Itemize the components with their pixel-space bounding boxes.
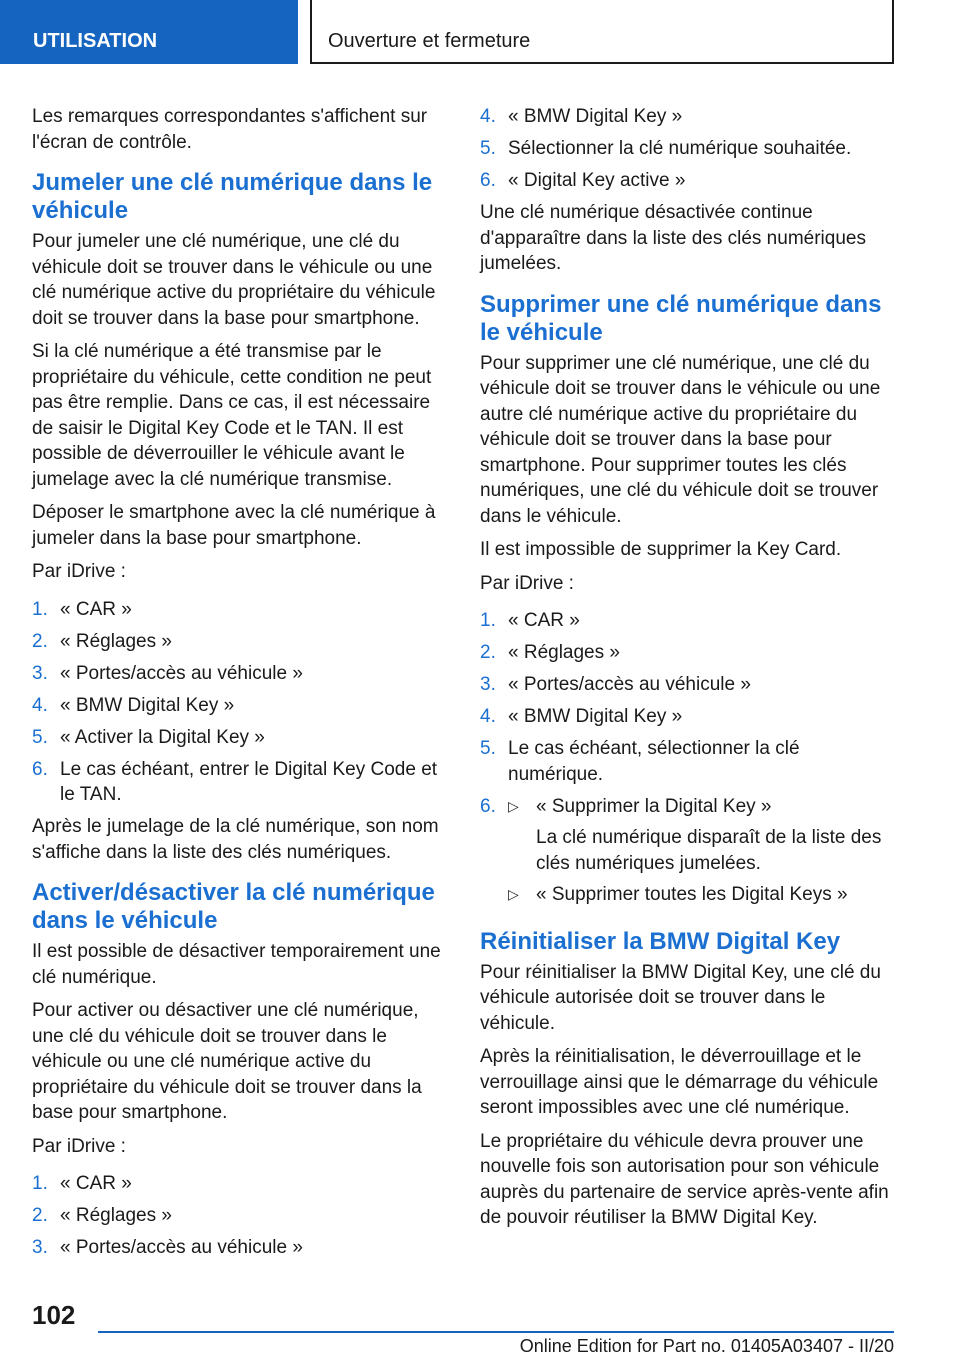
step-text: « BMW Digital Key » <box>60 694 235 716</box>
paragraph: Pour activer ou désactiver une clé numérique, une clé du véhicule doit se trouver dans le véhicule ou une clé numérique active du propriétaire du véhicule doit se trouver dans la base pour smartphone. <box>32 1000 422 1123</box>
step-text: « Portes/accès au véhicule » <box>60 662 303 684</box>
paragraph: Si la clé numérique a été transmise par le propriétaire du véhicule, cette condition ne peut pas être remplie. Dans ce cas, il est nécessaire de saisir le Digital Key Code et le TAN. Il est possible de déverrouiller le véhicule avant le jumelage avec la clé numérique transmise. <box>32 341 432 490</box>
list-item <box>32 597 446 623</box>
section-tab <box>0 0 298 64</box>
paragraph: Pour jumeler une clé numérique, une clé du véhicule doit se trouver dans le véhicule ou une clé numérique active du propriétaire du véhicule doit se trouver dans la base pour smartphone. <box>32 231 436 329</box>
list-item <box>480 736 894 787</box>
step-list <box>32 597 446 808</box>
step-number: 3. <box>32 662 48 684</box>
list-item <box>480 640 894 666</box>
paragraph: Déposer le smartphone avec la clé numérique à jumeler dans la base pour smartphone. <box>32 502 436 549</box>
step-text: Sélectionner la clé numérique souhaitée. <box>508 138 852 159</box>
step-text: « CAR » <box>60 1173 132 1194</box>
chapter-title: Ouverture et fermeture <box>328 30 531 52</box>
step-text: « CAR » <box>60 598 132 620</box>
paragraph: Après le jumelage de la clé numérique, son nom s'affiche dans la liste des clés numériques. <box>32 816 439 863</box>
step-number: 3. <box>32 1237 48 1258</box>
paragraph: Il est impossible de supprimer la Key Card. <box>480 539 842 560</box>
list-item <box>480 136 894 162</box>
step-number: 4. <box>480 706 496 727</box>
option-text: « Supprimer toutes les Digital Keys » <box>536 884 848 905</box>
list-item <box>32 629 446 655</box>
step-text: « Portes/accès au véhicule » <box>60 1237 303 1258</box>
list-item <box>32 693 446 719</box>
step-list <box>480 104 894 194</box>
step-number: 2. <box>32 630 48 652</box>
step-number: 1. <box>480 610 496 631</box>
heading-activate-key: Activer/désactiver la clé numérique dans le véhicule <box>32 879 435 934</box>
step-number: 3. <box>480 674 496 695</box>
paragraph: Il est possible de désactiver temporairement une clé numérique. <box>32 941 441 988</box>
section-label: UTILISATION <box>33 30 158 52</box>
list-item <box>480 704 894 730</box>
step-text: Le cas échéant, entrer le Digital Key Code et le TAN. <box>60 758 438 805</box>
step-number: 4. <box>480 106 496 127</box>
footer-divider <box>98 1331 894 1333</box>
list-item <box>32 1171 446 1197</box>
step-text: « Portes/accès au véhicule » <box>508 674 751 695</box>
left-column <box>32 104 446 1267</box>
paragraph: Par iDrive : <box>480 572 574 594</box>
paragraph: Par iDrive : <box>32 1135 126 1157</box>
step-text: Le cas échéant, sélectionner la clé numérique. <box>508 738 800 785</box>
option-item <box>508 794 894 877</box>
chapter-title-box <box>310 0 894 64</box>
step-text: « Réglages » <box>60 630 172 652</box>
step-number: 6. <box>480 170 496 191</box>
page-number: 102 <box>32 1300 76 1330</box>
step-number: 1. <box>32 598 48 620</box>
list-item <box>32 725 446 751</box>
step-text: « Digital Key active » <box>508 170 686 191</box>
list-item <box>480 672 894 698</box>
list-item <box>32 757 446 808</box>
triangle-bullet-icon: ▷ <box>508 886 519 902</box>
step-number: 2. <box>480 642 496 663</box>
paragraph: Après la réinitialisation, le déverrouillage et le verrouillage ainsi que le démarrage du véhicule seront impossibles avec une clé numérique. <box>480 1046 879 1118</box>
list-item <box>480 168 894 194</box>
list-item <box>480 608 894 634</box>
step-number: 1. <box>32 1173 48 1194</box>
step-text: « Activer la Digital Key » <box>60 726 265 748</box>
option-item <box>508 882 894 908</box>
list-item <box>480 794 894 914</box>
step-text: « BMW Digital Key » <box>508 706 683 727</box>
paragraph: Une clé numérique désactivée continue d'apparaître dans la liste des clés numériques jumelées. <box>480 202 866 274</box>
step-text: « BMW Digital Key » <box>508 106 683 127</box>
step-number: 6. <box>32 758 48 780</box>
step-list <box>32 1171 446 1261</box>
step-text: « Réglages » <box>508 642 620 663</box>
paragraph: Par iDrive : <box>32 561 126 582</box>
list-item <box>32 661 446 687</box>
step-number: 2. <box>32 1205 48 1226</box>
option-text: « Supprimer la Digital Key » <box>536 795 772 817</box>
heading-reset-key: Réinitialiser la BMW Digital Key <box>480 927 841 955</box>
paragraph: Pour supprimer une clé numérique, une clé du véhicule doit se trouver dans le véhicule ou une autre clé numérique active du propriétaire du véhicule doit se trouver dans la base pour smartphone. Pour supprimer toutes les clés numériques, une clé du véhicule doit se trouver dans le véhicule. <box>480 352 881 527</box>
step-list <box>480 608 894 914</box>
paragraph: Pour réinitialiser la BMW Digital Key, une clé du véhicule autorisée doit se trouver dans le véhicule. <box>480 961 881 1034</box>
list-item <box>32 1235 446 1261</box>
option-note: La clé numérique disparaît de la liste des clés numériques jumelées. <box>536 827 882 874</box>
step-number: 5. <box>32 726 48 748</box>
heading-delete-key: Supprimer une clé numérique dans le véhicule <box>480 290 882 346</box>
step-text: « Réglages » <box>60 1205 172 1226</box>
paragraph: Le propriétaire du véhicule devra prouver une nouvelle fois son autorisation pour son véhicule auprès du partenaire de service après-vente afin de pouvoir réutiliser la BMW Digital Key. <box>480 1130 889 1228</box>
step-number: 5. <box>480 738 496 759</box>
right-column <box>480 104 894 1239</box>
option-list <box>508 794 894 908</box>
step-text: « CAR » <box>508 610 580 631</box>
triangle-bullet-icon: ▷ <box>508 797 519 814</box>
list-item <box>480 104 894 130</box>
heading-pair-key: Jumeler une clé numérique dans le véhicule <box>32 169 433 224</box>
step-number: 6. <box>480 795 496 817</box>
list-item <box>32 1203 446 1229</box>
step-number: 5. <box>480 138 496 159</box>
intro-paragraph: Les remarques correspondantes s'affichent sur l'écran de contrôle. <box>32 106 428 153</box>
footer-edition: Online Edition for Part no. 01405A03407 - II/20 <box>519 1336 894 1356</box>
step-number: 4. <box>32 694 48 716</box>
